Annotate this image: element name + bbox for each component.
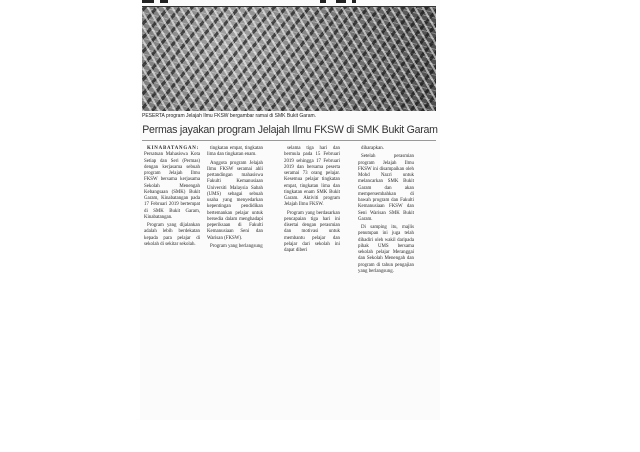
- column-paragraph: Program yang berdasarkan pencapaian tiga hari ini disertai dengan perasmian dan motivasi untuk membantu pelajar dan pelajar dari sekolah ini dapat diberi: [284, 210, 340, 253]
- column-paragraph: diharapkan.: [361, 146, 384, 151]
- headline-divider: [142, 140, 436, 141]
- column-paragraph: Di samping itu, majlis penutupan ini juga telah dihadiri oleh wakil daripada pihak UMS bersama sekolah pelajar Meranggai dan Sekolah Menengah dan program di tahun pengajian yang berlangsung.: [358, 225, 414, 274]
- column-paragraph: Program yang dijalankan adalah lebih berdekatan kepada para pelajar di sekolah di sekitar sekolah.: [144, 223, 200, 247]
- column-paragraph: Setelah perasmian program Jelajah Ilmu FKSW ini disampaikan oleh Mohd Nazri untuk melancarkan SMK Bukit Garam dan akan mempersembahkan di bawah program dan Fakulti Kemanusiaan FKSW dan Seni Warisan SMK Bukit Garam.: [358, 154, 414, 222]
- article-headline: Permas jayakan program Jelajah Ilmu FKSW di SMK Bukit Garam: [142, 124, 438, 136]
- photo-caption: PESERTA program Jelajah Ilmu FKSW bergambar ramai di SMK Bukit Garam.: [142, 113, 317, 119]
- dateline: KINABATANGAN:: [147, 146, 200, 151]
- article-column-3: [284, 146, 340, 256]
- column-paragraph: Anggota program Jelajah Ilmu FKSW seramai ahli pertandingan mahasiswa Fakulti Kemanusiaan Universiti Malaysia Sabah (UMS) sebagai sebuah usaha yang menyedarkan kepentingan pendidikan bertemankan pelajar untuk bersedia dalam menghadapi peperiksaan di Fakulti Kemanusiaan Seni dan Warisan (FKSW).: [207, 160, 263, 241]
- article-column-1: [144, 146, 200, 250]
- newspaper-clipping: [140, 0, 440, 420]
- article-column-4: [358, 146, 414, 277]
- column-paragraph: selama tiga hari dan bermula pada 15 Februari 2019 sehingga 17 Februari 2019 dan bersama peserta seramai 73 orang pelajar. Kesemua pelajar tingkatan empat, tingkatan lima dan tingkatan enam SMK Bukit Garam. Aktiviti program Jelajah Ilmu FKSW.: [284, 146, 340, 208]
- article-column-2: [207, 146, 263, 252]
- column-paragraph: Persatuan Mahasiswa Kota Setiap dan Seri (Permas) dengan kerjasama sebuah program Jelajah Ilmu FKSW bersama kerjasama Sekolah Menengah Kebangsaan (SMK) Bukit Garam, Kinabatangan pada 17 Februari 2019 bertempat di SMK Bukit Garam, Kinabatangan.: [144, 152, 200, 220]
- column-paragraph: Program yang berlangsung: [210, 243, 263, 249]
- column-paragraph: tingkatan empat, tingkatan lima dan tingkatan enam.: [207, 146, 263, 158]
- article-photo: [142, 6, 436, 111]
